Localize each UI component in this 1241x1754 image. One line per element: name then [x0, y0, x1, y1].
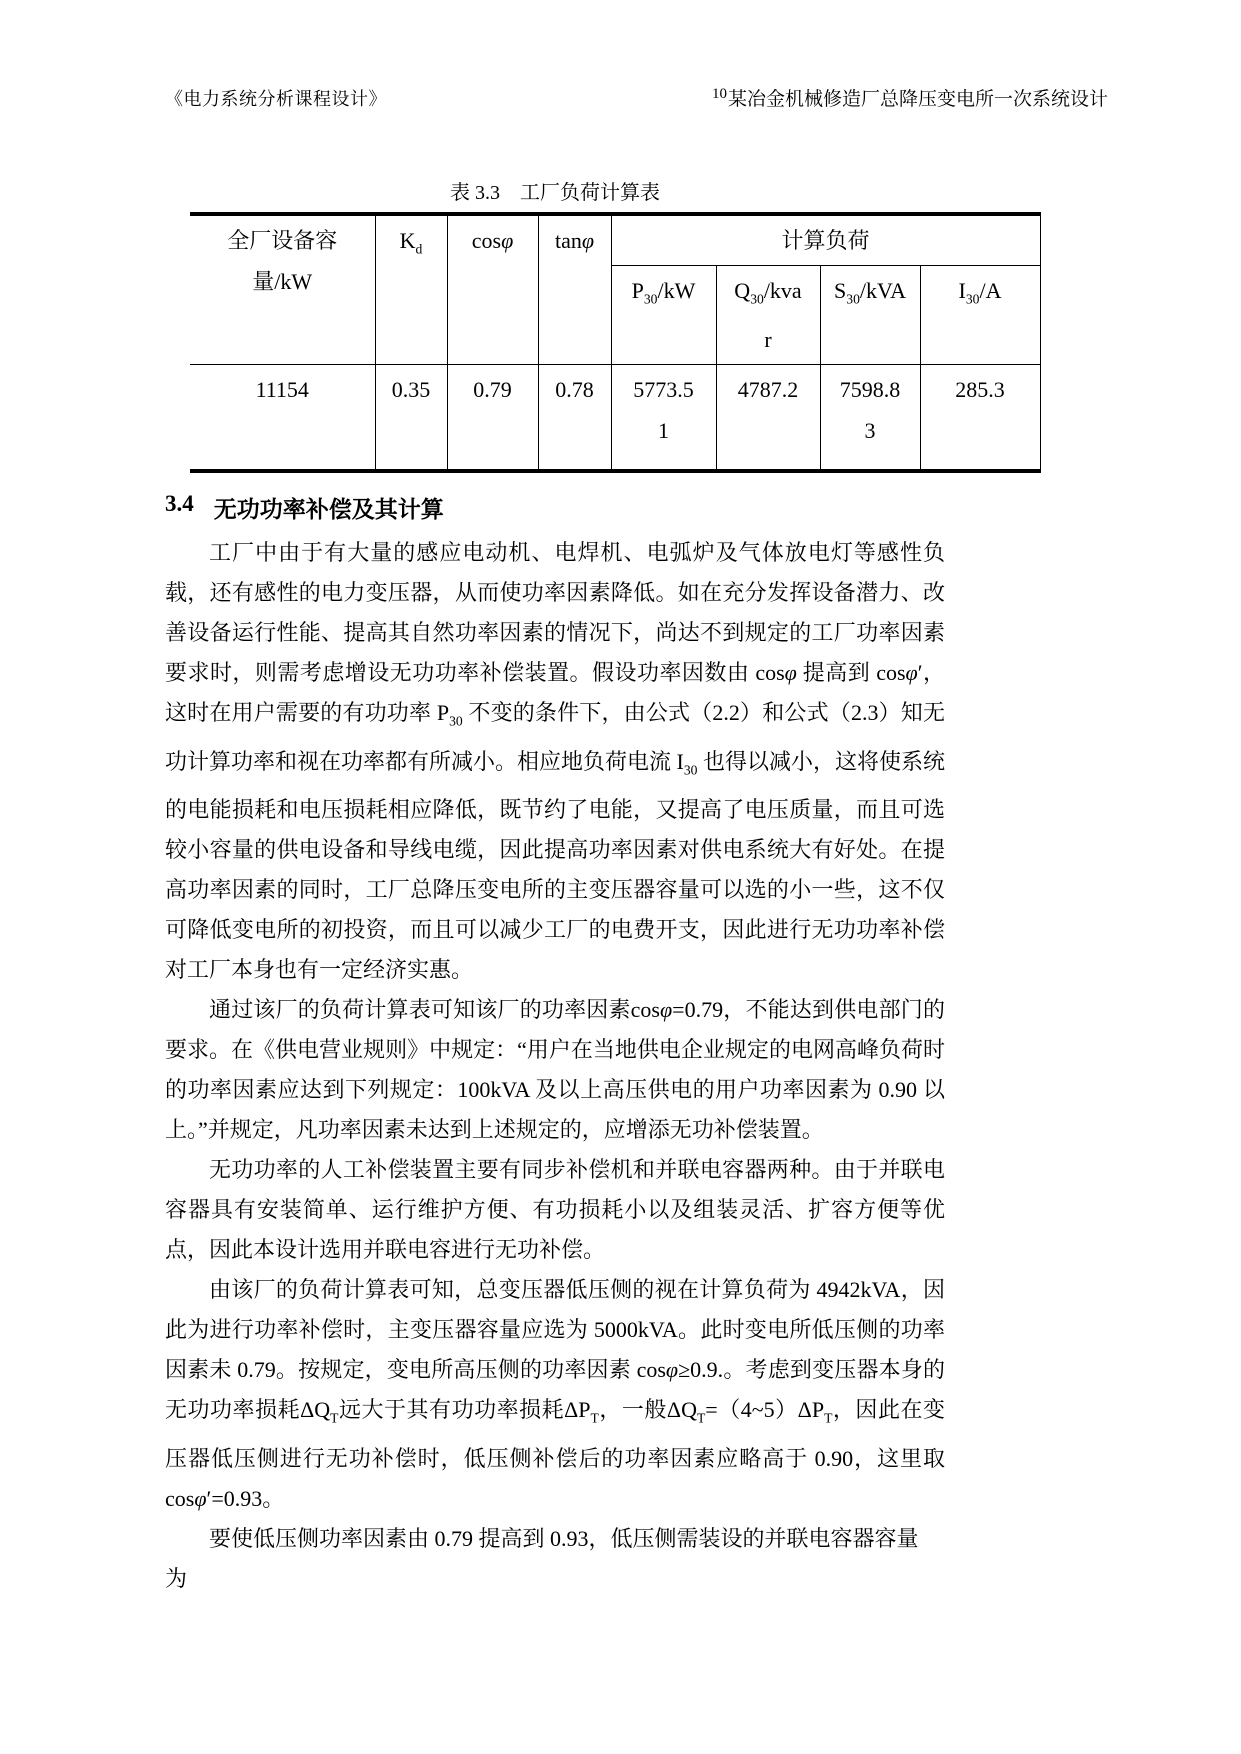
th-i30: $I_{30}/A$	[920, 266, 1040, 365]
header-doc-title-text: 某冶金机械修造厂总降压变电所一次系统设计	[727, 89, 1108, 110]
cell-i30: 285.3	[920, 365, 1040, 472]
table-row	[190, 365, 1040, 472]
section-number: 3.4	[165, 491, 194, 517]
cell-cos-phi: 0.79	[447, 365, 538, 472]
header-course-title: 《电力系统分析课程设计》	[165, 89, 387, 109]
section-title: 无功功率补偿及其计算	[213, 497, 444, 523]
paragraph-4: 由该厂的负荷计算表可知，总变压器低压侧的视在计算负荷为 4942kVA，因此为进行功率补偿时，主变压器容量应选为 5000kVA。此时变电所低压侧的功率因素未 0.79。按规定，变电所高压侧的功率因素 cosφ≥0.9.。考虑到变压器本身的无功功率损耗$\Delta Q_T$远大于其有功功率损耗$\Delta P_T$，一般$\Delta Q_T=(4\sim 5)\Delta P_T$，因此在变压器低压侧进行无功补偿时，低压侧补偿后的功率因素应略高于 0.90，这里取 cosφ′=0.93。	[165, 1277, 946, 1511]
page-header	[165, 84, 1108, 111]
cell-q30: 4787.2	[716, 365, 820, 472]
paragraph-5: 要使低压侧功率因素由 0.79 提高到 0.93，低压侧需装设的并联电容器容量 为	[165, 1525, 919, 1591]
header-page-number: 10	[711, 86, 727, 102]
th-q30: $Q_{30}$/kva r	[716, 266, 820, 365]
th-calculated-load-group: 计算负荷	[611, 214, 1040, 266]
th-capacity: 全厂设备容 量/kW	[190, 214, 375, 365]
cell-s30: 7598.8 3	[820, 365, 920, 472]
paragraph-2: 通过该厂的负荷计算表可知该厂的功率因素cosφ=0.79，不能达到供电部门的要求。在《供电营业规则》中规定：“用户在当地供电企业规定的电网高峰负荷时的功率因素应达到下列规定：100kVA 及以上高压供电的用户功率因素为 0.90 以上。”并规定，凡功率因素未达到上述规定的，应增添无功补偿装置。	[165, 997, 945, 1143]
table-caption: 表 3.3 工厂负荷计算表	[450, 182, 660, 204]
page-content	[165, 176, 1005, 1599]
th-s30: $S_{30}$/kVA	[820, 266, 920, 365]
section-heading	[165, 491, 945, 524]
factory-load-table	[190, 212, 1041, 473]
body-text	[165, 533, 945, 1598]
paragraph-3: 无功功率的人工补偿装置主要有同步补偿机和并联电容器两种。由于并联电容器具有安装简单、运行维护方便、有功损耗小以及组装灵活、扩容方便等优点，因此本设计选用并联电容进行无功补偿。	[165, 1157, 945, 1263]
cell-kd: 0.35	[375, 365, 447, 472]
th-cos-phi: cosφ	[447, 214, 538, 365]
th-p30: $P_{30}/kW$	[611, 266, 716, 365]
cell-capacity: 11154	[190, 365, 375, 472]
th-kd: $K_d$	[375, 214, 447, 365]
cell-p30: 5773.5 1	[611, 365, 716, 472]
header-doc-title	[712, 84, 1108, 111]
th-tan-phi: tanφ	[538, 214, 611, 365]
cell-tan-phi: 0.78	[538, 365, 611, 472]
paragraph-1: 工厂中由于有大量的感应电动机、电焊机、电弧炉及气体放电灯等感性负载，还有感性的电力变压器，从而使功率因素降低。如在充分发挥设备潜力、改善设备运行性能、提高其自然功率因素的情况下，尚达不到规定的工厂功率因素要求时，则需考虑增设无功功率补偿装置。假设功率因数由 cosφ 提高到 cosφ′，这时在用户需要的有功功率 $P_{30}$ 不变的条件下，由公式（2.2）和公式（2.3）知无功计算功率和视在功率都有所减小。相应地负荷电流 $I_{30}$ 也得以减小，这将使系统的电能损耗和电压损耗相应降低，既节约了电能，又提高了电压质量，而且可选较小容量的供电设备和导线电缆，因此提高功率因素对供电系统大有好处。在提高功率因素的同时，工厂总降压变电所的主变压器容量可以选的小一些，这不仅可降低变电所的初投资，而且可以减少工厂的电费开支，因此进行无功功率补偿对工厂本身也有一定经济实惠。	[165, 540, 945, 983]
